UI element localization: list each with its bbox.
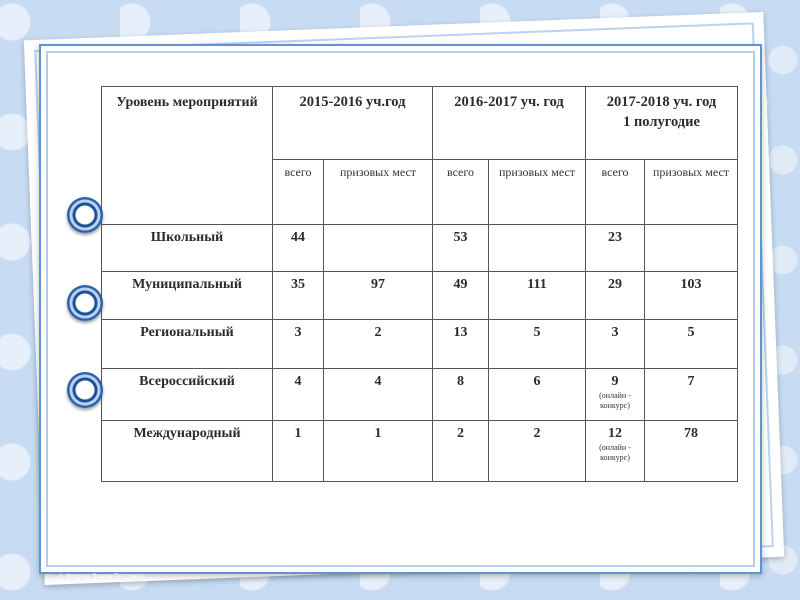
table-header-row [102,87,738,160]
subheader-total: всего [273,160,324,225]
cell-total [586,225,645,272]
cell-total [586,369,645,421]
ring-bullet-icon [67,372,103,408]
cell-prize: 78 [645,421,738,482]
cell-prize: 4 [324,369,433,421]
cell-value: 12 [608,426,622,441]
cell-total: 13 [433,320,489,369]
cell-value: 9 [611,374,619,389]
cell-prize: 6 [489,369,586,421]
ring-bullet-icon [67,285,103,321]
subheader-total: всего [433,160,489,225]
cell-prize: 2 [324,320,433,369]
cell-note: (онлайн - конкурс) [599,443,631,462]
row-label: Школьный [102,225,273,272]
cell-total [586,421,645,482]
subheader-prize: призовых мест [324,160,433,225]
cell-note: (онлайн - конкурс) [599,391,631,410]
cell-prize: 1 [324,421,433,482]
footer-credit: © Фокина Лидия Петровна [58,573,145,580]
cell-total: 3 [273,320,324,369]
cell-total [586,272,645,320]
cell-value: 23 [608,230,622,245]
cell-prize: 5 [489,320,586,369]
cell-total: 53 [433,225,489,272]
cell-prize: 111 [489,272,586,320]
header-year-2017 [586,87,738,160]
cell-total: 35 [273,272,324,320]
cell-prize: 97 [324,272,433,320]
cell-prize [324,225,433,272]
header-year-2015: 2015-2016 уч.год [273,87,433,160]
row-label: Региональный [102,320,273,369]
cell-prize [645,225,738,272]
subheader-total: всего [586,160,645,225]
header-year-2016: 2016-2017 уч. год [433,87,586,160]
table-row [102,369,738,421]
row-label: Международный [102,421,273,482]
row-label: Муниципальный [102,272,273,320]
cell-total: 8 [433,369,489,421]
cell-total: 1 [273,421,324,482]
cell-total: 4 [273,369,324,421]
subheader-prize: призовых мест [489,160,586,225]
row-label: Всероссийский [102,369,273,421]
header-year-2017-title: 2017-2018 уч. год [606,94,717,110]
table-row [102,421,738,482]
cell-prize: 103 [645,272,738,320]
cell-total [586,320,645,369]
cell-prize: 2 [489,421,586,482]
cell-total: 49 [433,272,489,320]
subheader-prize: призовых мест [645,160,738,225]
events-results-table [101,86,738,482]
cell-value: 29 [608,277,622,292]
ring-bullet-icon [67,197,103,233]
cell-prize [489,225,586,272]
cell-prize: 5 [645,320,738,369]
header-year-2017-half: 1 полугодие [623,114,700,130]
header-level: Уровень мероприятий [102,87,273,225]
cell-prize: 7 [645,369,738,421]
cell-value: 3 [611,325,619,340]
cell-total: 2 [433,421,489,482]
table-row [102,272,738,320]
table-row [102,320,738,369]
cell-total: 44 [273,225,324,272]
table-row [102,225,738,272]
